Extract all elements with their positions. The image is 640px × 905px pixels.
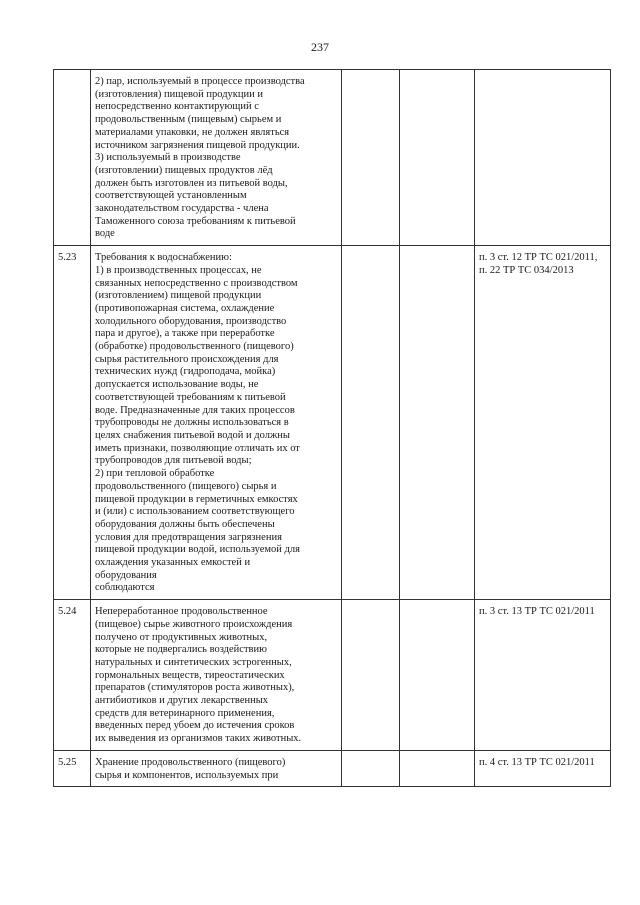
page-number: 237 — [311, 40, 329, 54]
requirement-line: пара и другое), а также при переработке — [95, 328, 275, 340]
requirement-line: Непереработанное продовольственное — [95, 606, 268, 618]
requirement-line: трубопроводы не должны использоваться в — [95, 417, 289, 429]
requirement-line: воде — [95, 228, 115, 240]
empty-cell — [342, 70, 400, 246]
requirement-line: оборудования — [95, 569, 157, 581]
requirement-line: трубопроводов для питьевой воды; — [95, 455, 252, 467]
requirement-line: их выведения из организмов таких животных. — [95, 733, 302, 745]
requirement-text — [91, 70, 342, 246]
requirement-line: 3) используемый в производстве — [95, 152, 241, 164]
requirement-line: которые не подвергались воздействию — [95, 644, 267, 656]
regulation-reference: п. 4 ст. 13 ТР ТС 021/2011 — [475, 750, 611, 786]
requirement-line: пищевой продукции в герметичных емкостях — [95, 493, 298, 505]
requirement-line: (пищевое) сырье животного происхождения — [95, 618, 293, 630]
requirement-line: технических нужд (гидроподача, мойка) — [95, 366, 276, 378]
requirement-line: натуральных и синтетических эстрогенных, — [95, 656, 292, 668]
requirement-line: связанных непосредственно с производством — [95, 277, 298, 289]
requirement-line: условия для предотвращения загрязнения — [95, 531, 282, 543]
requirement-line: Требования к водоснабжению: — [95, 252, 232, 264]
requirement-text — [91, 246, 342, 600]
empty-cell — [342, 750, 400, 786]
requirement-line: соблюдаются — [95, 582, 155, 594]
requirement-line: получено от продуктивных животных, — [95, 631, 268, 643]
requirement-line: 1) в производственных процессах, не — [95, 264, 262, 276]
requirement-text — [91, 750, 342, 786]
requirement-line: средств для ветеринарного применения, — [95, 707, 275, 719]
requirement-line: гормональных веществ, тиреостатических — [95, 669, 285, 681]
requirement-line: соответствующей установленным — [95, 190, 247, 202]
regulation-reference: п. 3 ст. 12 ТР ТС 021/2011, п. 22 ТР ТС 034/2013 — [475, 246, 611, 600]
empty-cell — [400, 600, 475, 751]
empty-cell — [342, 246, 400, 600]
requirement-line: пищевой продукции водой, используемой для — [95, 544, 300, 556]
table-row — [54, 246, 611, 600]
requirement-line: сырья растительного происхождения для — [95, 353, 279, 365]
requirement-text — [91, 600, 342, 751]
requirement-line: охлаждения указанных емкостей и — [95, 557, 251, 569]
requirement-line: воде. Предназначенные для таких процессов — [95, 404, 295, 416]
empty-cell — [400, 246, 475, 600]
requirement-line: допускается использование воды, не — [95, 379, 259, 391]
requirements-table — [53, 69, 611, 787]
requirement-line: (изготовления) пищевой продукции и — [95, 88, 264, 100]
requirement-line: законодательством государства - члена — [95, 203, 269, 215]
requirement-line: материалами упаковки, не должен являться — [95, 126, 290, 138]
requirement-line: антибиотиков и других лекарственных — [95, 695, 269, 707]
requirement-line: Таможенного союза требованиям к питьевой — [95, 215, 296, 227]
regulation-reference — [475, 70, 611, 246]
regulation-reference: п. 3 ст. 13 ТР ТС 021/2011 — [475, 600, 611, 751]
empty-cell — [342, 600, 400, 751]
table-row — [54, 600, 611, 751]
requirement-line: иметь признаки, позволяющие отличать их от — [95, 442, 300, 454]
requirement-line: и (или) с использованием соответствующего — [95, 506, 295, 518]
requirement-line: оборудования должны быть обеспечены — [95, 518, 275, 530]
requirement-line: (изготовлении) пищевых продуктов лёд — [95, 164, 273, 176]
requirement-line: 2) пар, используемый в процессе производства — [95, 76, 305, 87]
requirement-line: Хранение продовольственного (пищевого) — [95, 756, 286, 768]
requirement-line: (обработке) продовольственного (пищевого) — [95, 341, 294, 353]
requirement-line: целях снабжения питьевой водой и должны — [95, 429, 290, 441]
item-number: 5.23 — [54, 246, 91, 600]
requirement-line: 2) при тепловой обработке — [95, 468, 215, 480]
table-row — [54, 70, 611, 246]
requirement-line: введенных перед убоем до истечения сроков — [95, 720, 295, 732]
item-number: 5.25 — [54, 750, 91, 786]
item-number: 5.24 — [54, 600, 91, 751]
requirement-line: источником загрязнения пищевой продукции. — [95, 139, 300, 151]
table-row — [54, 750, 611, 786]
empty-cell — [400, 750, 475, 786]
requirement-line: препаратов (стимуляторов роста животных), — [95, 682, 295, 694]
requirement-line: должен быть изготовлен из питьевой воды, — [95, 177, 288, 189]
requirement-line: холодильного оборудования, производство — [95, 315, 287, 327]
requirement-line: соответствующей требованиям к питьевой — [95, 391, 286, 403]
requirement-line: непосредственно контактирующий с — [95, 101, 259, 113]
requirement-line: продовольственным (пищевым) сырьем и — [95, 114, 282, 126]
requirement-line: (противопожарная система, охлаждение — [95, 302, 275, 314]
item-number — [54, 70, 91, 246]
requirement-line: (изготовлением) пищевой продукции — [95, 290, 262, 302]
requirement-line: продовольственного (пищевого) сырья и — [95, 480, 277, 492]
requirement-line: сырья и компонентов, используемых при — [95, 769, 279, 781]
empty-cell — [400, 70, 475, 246]
